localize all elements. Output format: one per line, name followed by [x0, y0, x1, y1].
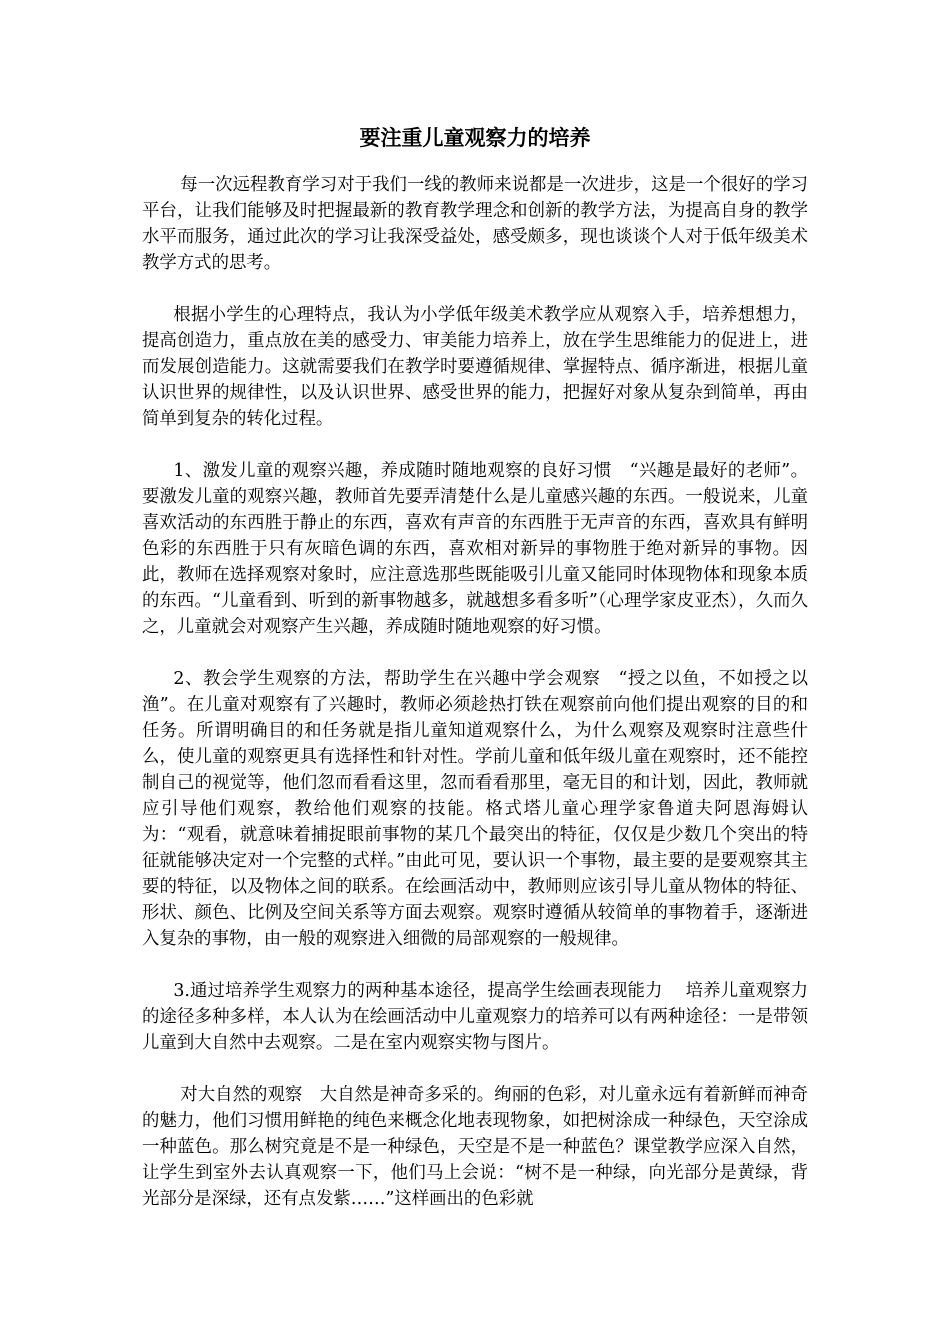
document-body [142, 172, 808, 1238]
paragraph-section-1: 1、激发儿童的观察兴趣，养成随时随地观察的良好习惯 “兴趣是最好的老师”。要激发儿童的观察兴趣，教师首先要弄清楚什么是儿童感兴趣的东西。一般说来，儿童喜欢活动的东西胜于静止的东西，喜欢有声音的东西胜于无声音的东西，喜欢具有鲜明色彩的东西胜于只有灰暗色调的东西，喜欢相对新异的事物胜于绝对新异的事物。因此，教师在选择观察对象时，应注意选那些既能吸引儿童又能同时体现物体和现象本质的东西。“儿童看到、听到的新事物越多，就越想多看多听”（心理学家皮亚杰），久而久之，儿童就会对观察产生兴趣，养成随时随地观察的好习惯。 [142, 461, 808, 637]
document-title: 要注重儿童观察力的培养 [359, 126, 591, 150]
paragraph-section-2: 2、教会学生观察的方法，帮助学生在兴趣中学会观察 “授之以鱼，不如授之以渔”。在儿童对观察有了兴趣时，教师必须趁热打铁在观察前向他们提出观察的目的和任务。所谓明确目的和任务就是指儿童知道观察什么，为什么观察及观察时注意些什么，使儿童的观察更具有选择性和针对性。学前儿童和低年级儿童在观察时，还不能控制自己的视觉等，他们忽而看看这里，忽而看看那里，毫无目的和计划，因此，教师就应引导他们观察，教给他们观察的技能。格式塔儿童心理学家鲁道夫阿恩海姆认为：“观看，就意味着捕捉眼前事物的某几个最突出的特征，仅仅是少数几个突出的特征就能够决定对一个完整的式样。”由此可见，要认识一个事物，最主要的是要观察其主要的特征，以及物体之间的联系。在绘画活动中，教师则应该引导儿童从物体的特征、形状、颜色、比例及空间关系等方面去观察。观察时遵循从较简单的事物着手，逐渐进入复杂的事物，由一般的观察进入细微的局部观察的一般规律。 [142, 669, 808, 949]
paragraph-psychology: 根据小学生的心理特点，我认为小学低年级美术教学应从观察入手，培养想想力，提高创造力，重点放在美的感受力、审美能力培养上，放在学生思维能力的促进上，进而发展创造能力。这就需要我们在教学时要遵循规律、掌握特点、循序渐进，根据儿童认识世界的规律性，以及认识世界、感受世界的能力，把握好对象从复杂到简单，再由简单到复杂的转化过程。 [142, 305, 808, 429]
paragraph-section-3: 3.通过培养学生观察力的两种基本途径，提高学生绘画表现能力 培养儿童观察力的途径多种多样，本人认为在绘画活动中儿童观察力的培养可以有两种途径：一是带领儿童到大自然中去观察。二是在室内观察实物与图片。 [142, 981, 808, 1053]
paragraph-nature-observation: 对大自然的观察 大自然是神奇多采的。绚丽的色彩，对儿童永远有着新鲜而神奇的魅力，他们习惯用鲜艳的纯色来概念化地表现物象，如把树涂成一种绿色，天空涂成一种蓝色。那么树究竟是不是一种绿色，天空是不是一种蓝色？课堂教学应深入自然，让学生到室外去认真观察一下，他们马上会说：“树不是一种绿，向光部分是黄绿，背光部分是深绿，还有点发紫……”这样画出的色彩就 [142, 1085, 808, 1209]
paragraph-intro: 每一次远程教育学习对于我们一线的教师来说都是一次进步，这是一个很好的学习平台，让我们能够及时把握最新的教育教学理念和创新的教学方法，为提高自身的教学水平而服务，通过此次的学习让我深受益处，感受颇多，现也谈谈个人对于低年级美术教学方式的思考。 [142, 175, 808, 273]
